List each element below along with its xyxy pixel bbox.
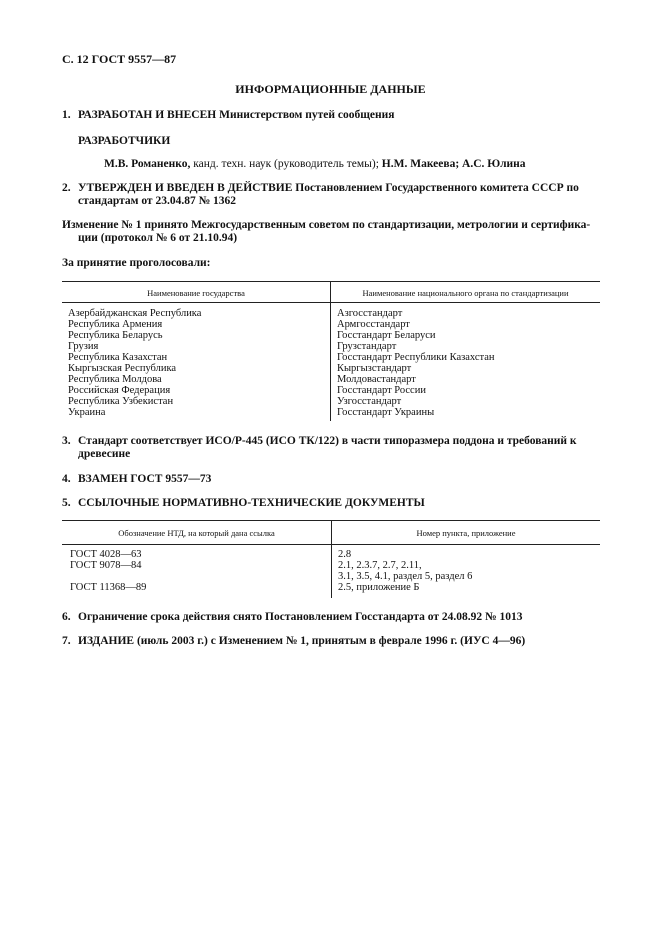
- section-2-line-1: УТВЕРЖДЕН И ВВЕДЕН В ДЕЙСТВИЕ Постановлением Государственного комитета СССР по: [78, 182, 579, 194]
- states-cell-body: Госстандарт Республики Казахстан: [337, 352, 495, 363]
- references-cell-clause: 2.5, приложение Б: [338, 582, 420, 593]
- section-3-line-1: Стандарт соответствует ИСО/Р-445 (ИСО ТК/122) в части типоразмера поддона и требований к: [78, 435, 577, 447]
- section-5-number: 5.: [62, 497, 71, 509]
- references-cell-document: ГОСТ 11368—89: [70, 582, 147, 593]
- change-note-line-1: Изменение № 1 принято Межгосударственным советом по стандартизации, метрологии и сертифика-: [62, 219, 591, 231]
- states-table-header-body: Наименование национального органа по стандартизации: [362, 288, 569, 298]
- states-cell-body: Узгосстандарт: [337, 396, 402, 407]
- section-6-text: Ограничение срока действия снято Постановлением Госстандарта от 24.08.92 № 1013: [78, 611, 523, 623]
- states-cell-state: Грузия: [68, 341, 99, 352]
- states-table-header-state: Наименование государства: [147, 288, 245, 298]
- states-cell-state: Республика Беларусь: [68, 330, 163, 341]
- states-cell-state: Азербайджанская Республика: [68, 308, 202, 319]
- page-header: С. 12 ГОСТ 9557—87: [62, 52, 177, 66]
- states-cell-state: Республика Армения: [68, 319, 163, 330]
- section-2-line-2: стандартам от 23.04.87 № 1362: [78, 195, 237, 207]
- references-cell-clause: 2.1, 2.3.7, 2.7, 2.11,: [338, 560, 422, 571]
- states-table-column-divider: [330, 281, 331, 421]
- states-cell-body: Грузстандарт: [337, 341, 397, 352]
- states-table-header-border: [62, 302, 600, 303]
- developers-list: [104, 157, 526, 171]
- states-cell-body: Армгосстандарт: [337, 319, 410, 330]
- references-cell-clause: 3.1, 3.5, 4.1, раздел 5, раздел 6: [338, 571, 473, 582]
- states-cell-body: Кыргызстандарт: [337, 363, 412, 374]
- section-2-number: 2.: [62, 182, 71, 194]
- states-cell-state: Российская Федерация: [68, 385, 171, 396]
- developers-others: Н.М. Макеева; А.С. Юлина: [378, 158, 526, 170]
- change-note-line-2: ции (протокол № 6 от 21.10.94): [78, 232, 238, 244]
- references-cell-clause: 2.8: [338, 549, 352, 560]
- states-cell-body: Госстандарт Беларуси: [337, 330, 436, 341]
- section-1-number: 1.: [62, 109, 71, 121]
- states-cell-state: Республика Казахстан: [68, 352, 168, 363]
- section-4-number: 4.: [62, 473, 71, 485]
- states-table-top-border: [62, 281, 600, 282]
- developers-heading: РАЗРАБОТЧИКИ: [78, 135, 171, 147]
- developer-1-name: М.В. Романенко,: [104, 158, 191, 170]
- states-cell-body: Азгосстандарт: [337, 308, 403, 319]
- references-table-header-document: Обозначение НТД, на который дана ссылка: [118, 528, 275, 538]
- section-3-line-2: древесине: [78, 448, 131, 460]
- section-5-text: ССЫЛОЧНЫЕ НОРМАТИВНО-ТЕХНИЧЕСКИЕ ДОКУМЕНТЫ: [78, 497, 425, 509]
- section-7-number: 7.: [62, 635, 71, 647]
- references-cell-document: ГОСТ 4028—63: [70, 549, 142, 560]
- section-3-number: 3.: [62, 435, 71, 447]
- page-title: ИНФОРМАЦИОННЫЕ ДАННЫЕ: [235, 82, 426, 96]
- states-cell-state: Республика Молдова: [68, 374, 162, 385]
- states-cell-state: Кыргызская Республика: [68, 363, 177, 374]
- states-cell-state: Украина: [68, 407, 106, 418]
- section-6-number: 6.: [62, 611, 71, 623]
- section-4-text: ВЗАМЕН ГОСТ 9557—73: [78, 473, 212, 485]
- developer-1-description: канд. техн. наук (руководитель темы);: [190, 158, 379, 170]
- voted-heading: За принятие проголосовали:: [62, 257, 211, 269]
- section-1-text: РАЗРАБОТАН И ВНЕСЕН Министерством путей сообщения: [78, 109, 395, 121]
- states-cell-body: Госстандарт Украины: [337, 407, 435, 418]
- section-7-text: ИЗДАНИЕ (июль 2003 г.) с Изменением № 1, принятым в феврале 1996 г. (ИУС 4—96): [78, 635, 526, 647]
- states-cell-state: Республика Узбекистан: [68, 396, 174, 407]
- references-table-header-clause: Номер пункта, приложение: [416, 528, 516, 538]
- references-cell-document: ГОСТ 9078—84: [70, 560, 142, 571]
- states-cell-body: Молдовастандарт: [337, 374, 416, 385]
- states-cell-body: Госстандарт России: [337, 385, 426, 396]
